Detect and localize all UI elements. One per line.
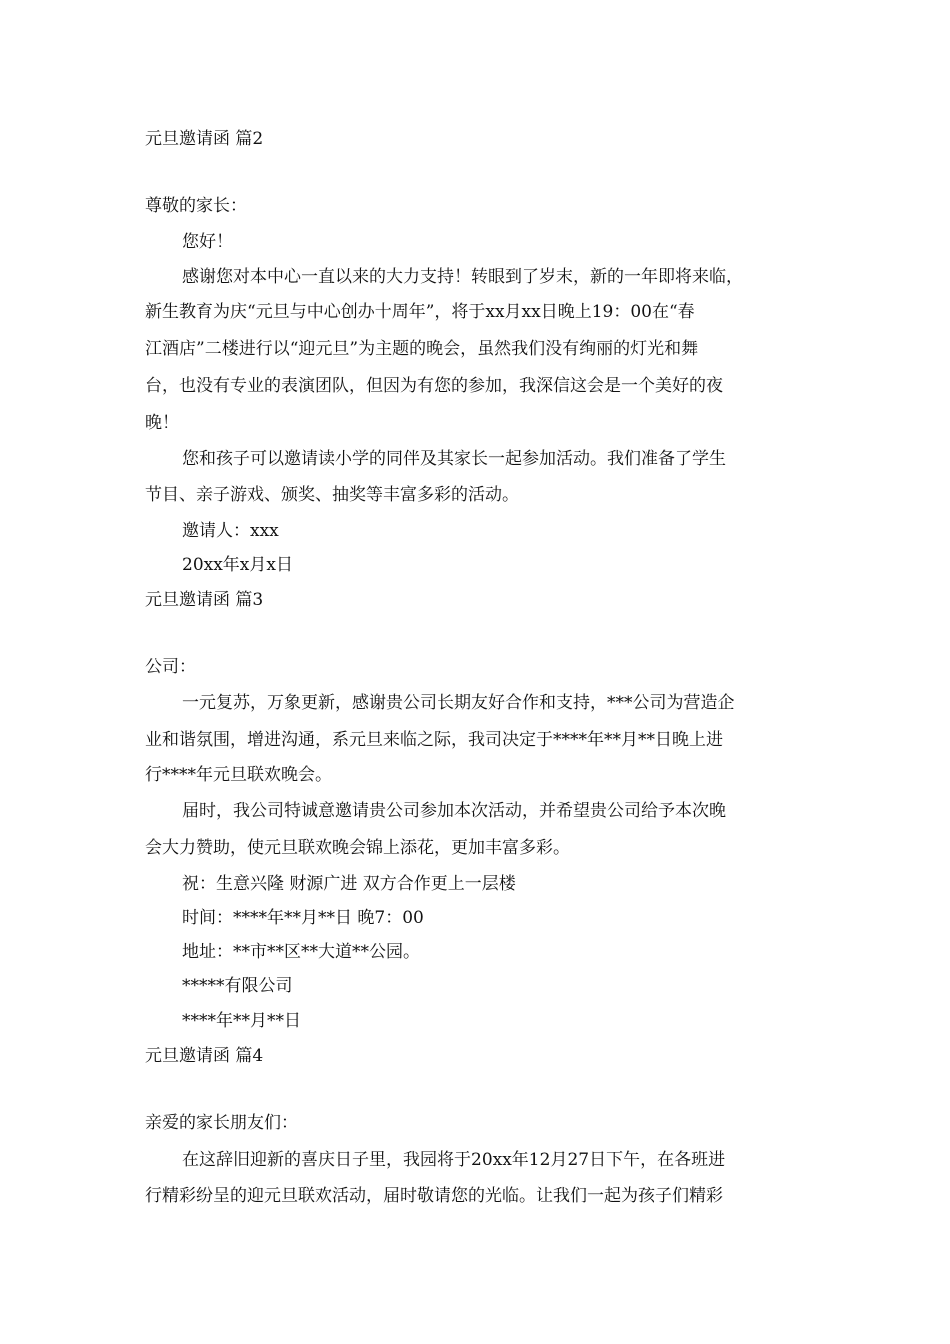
date-line: 20xx年x月x日 — [182, 555, 293, 575]
salutation: 公司： — [145, 657, 196, 677]
paragraph-line: 一元复苏，万象更新，感谢贵公司长期友好合作和支持，***公司为营造企 — [182, 693, 735, 713]
paragraph-line: 业和谐氛围，增进沟通，系元旦来临之际，我司决定于****年**月**日晚上进 — [145, 730, 723, 750]
time-line: 时间：****年**月**日 晚7：00 — [182, 908, 424, 928]
paragraph-line: 行****年元旦联欢晚会。 — [145, 765, 332, 785]
paragraph-line: 节目、亲子游戏、颁奖、抽奖等丰富多彩的活动。 — [145, 485, 519, 505]
wish-line: 祝：生意兴隆 财源广进 双方合作更上一层楼 — [182, 874, 516, 894]
paragraph-line: 您和孩子可以邀请读小学的同伴及其家长一起参加活动。我们准备了学生 — [182, 449, 726, 469]
paragraph-line: 会大力赞助，使元旦联欢晚会锦上添花，更加丰富多彩。 — [145, 838, 570, 858]
paragraph-line: 晚！ — [145, 413, 179, 433]
paragraph-line: 新生教育为庆“元旦与中心创办十周年”，将于xx月xx日晚上19：00在“春 — [145, 302, 695, 322]
signature-line: 邀请人：xxx — [182, 521, 279, 541]
paragraph-line: 在这辞旧迎新的喜庆日子里，我园将于20xx年12月27日下午，在各班进 — [182, 1150, 726, 1170]
section-heading: 元旦邀请函 篇2 — [145, 129, 264, 149]
paragraph-line: 行精彩纷呈的迎元旦联欢活动，届时敬请您的光临。让我们一起为孩子们精彩 — [145, 1186, 723, 1206]
date-line: ****年**月**日 — [182, 1011, 301, 1031]
salutation: 亲爱的家长朋友们： — [145, 1113, 298, 1133]
salutation: 尊敬的家长： — [145, 196, 247, 216]
paragraph-line: 台，也没有专业的表演团队，但因为有您的参加，我深信这会是一个美好的夜 — [145, 376, 723, 396]
paragraph-line: 您好！ — [182, 232, 233, 252]
paragraph-line: 届时，我公司特诚意邀请贵公司参加本次活动，并希望贵公司给予本次晚 — [182, 801, 726, 821]
paragraph-line: 感谢您对本中心一直以来的大力支持！转眼到了岁末，新的一年即将来临， — [182, 267, 743, 287]
company-line: *****有限公司 — [182, 976, 293, 996]
address-line: 地址：**市**区**大道**公园。 — [182, 942, 420, 962]
section-heading: 元旦邀请函 篇3 — [145, 590, 264, 610]
section-heading: 元旦邀请函 篇4 — [145, 1046, 264, 1066]
paragraph-line: 江酒店”二楼进行以“迎元旦”为主题的晚会，虽然我们没有绚丽的灯光和舞 — [145, 339, 699, 359]
